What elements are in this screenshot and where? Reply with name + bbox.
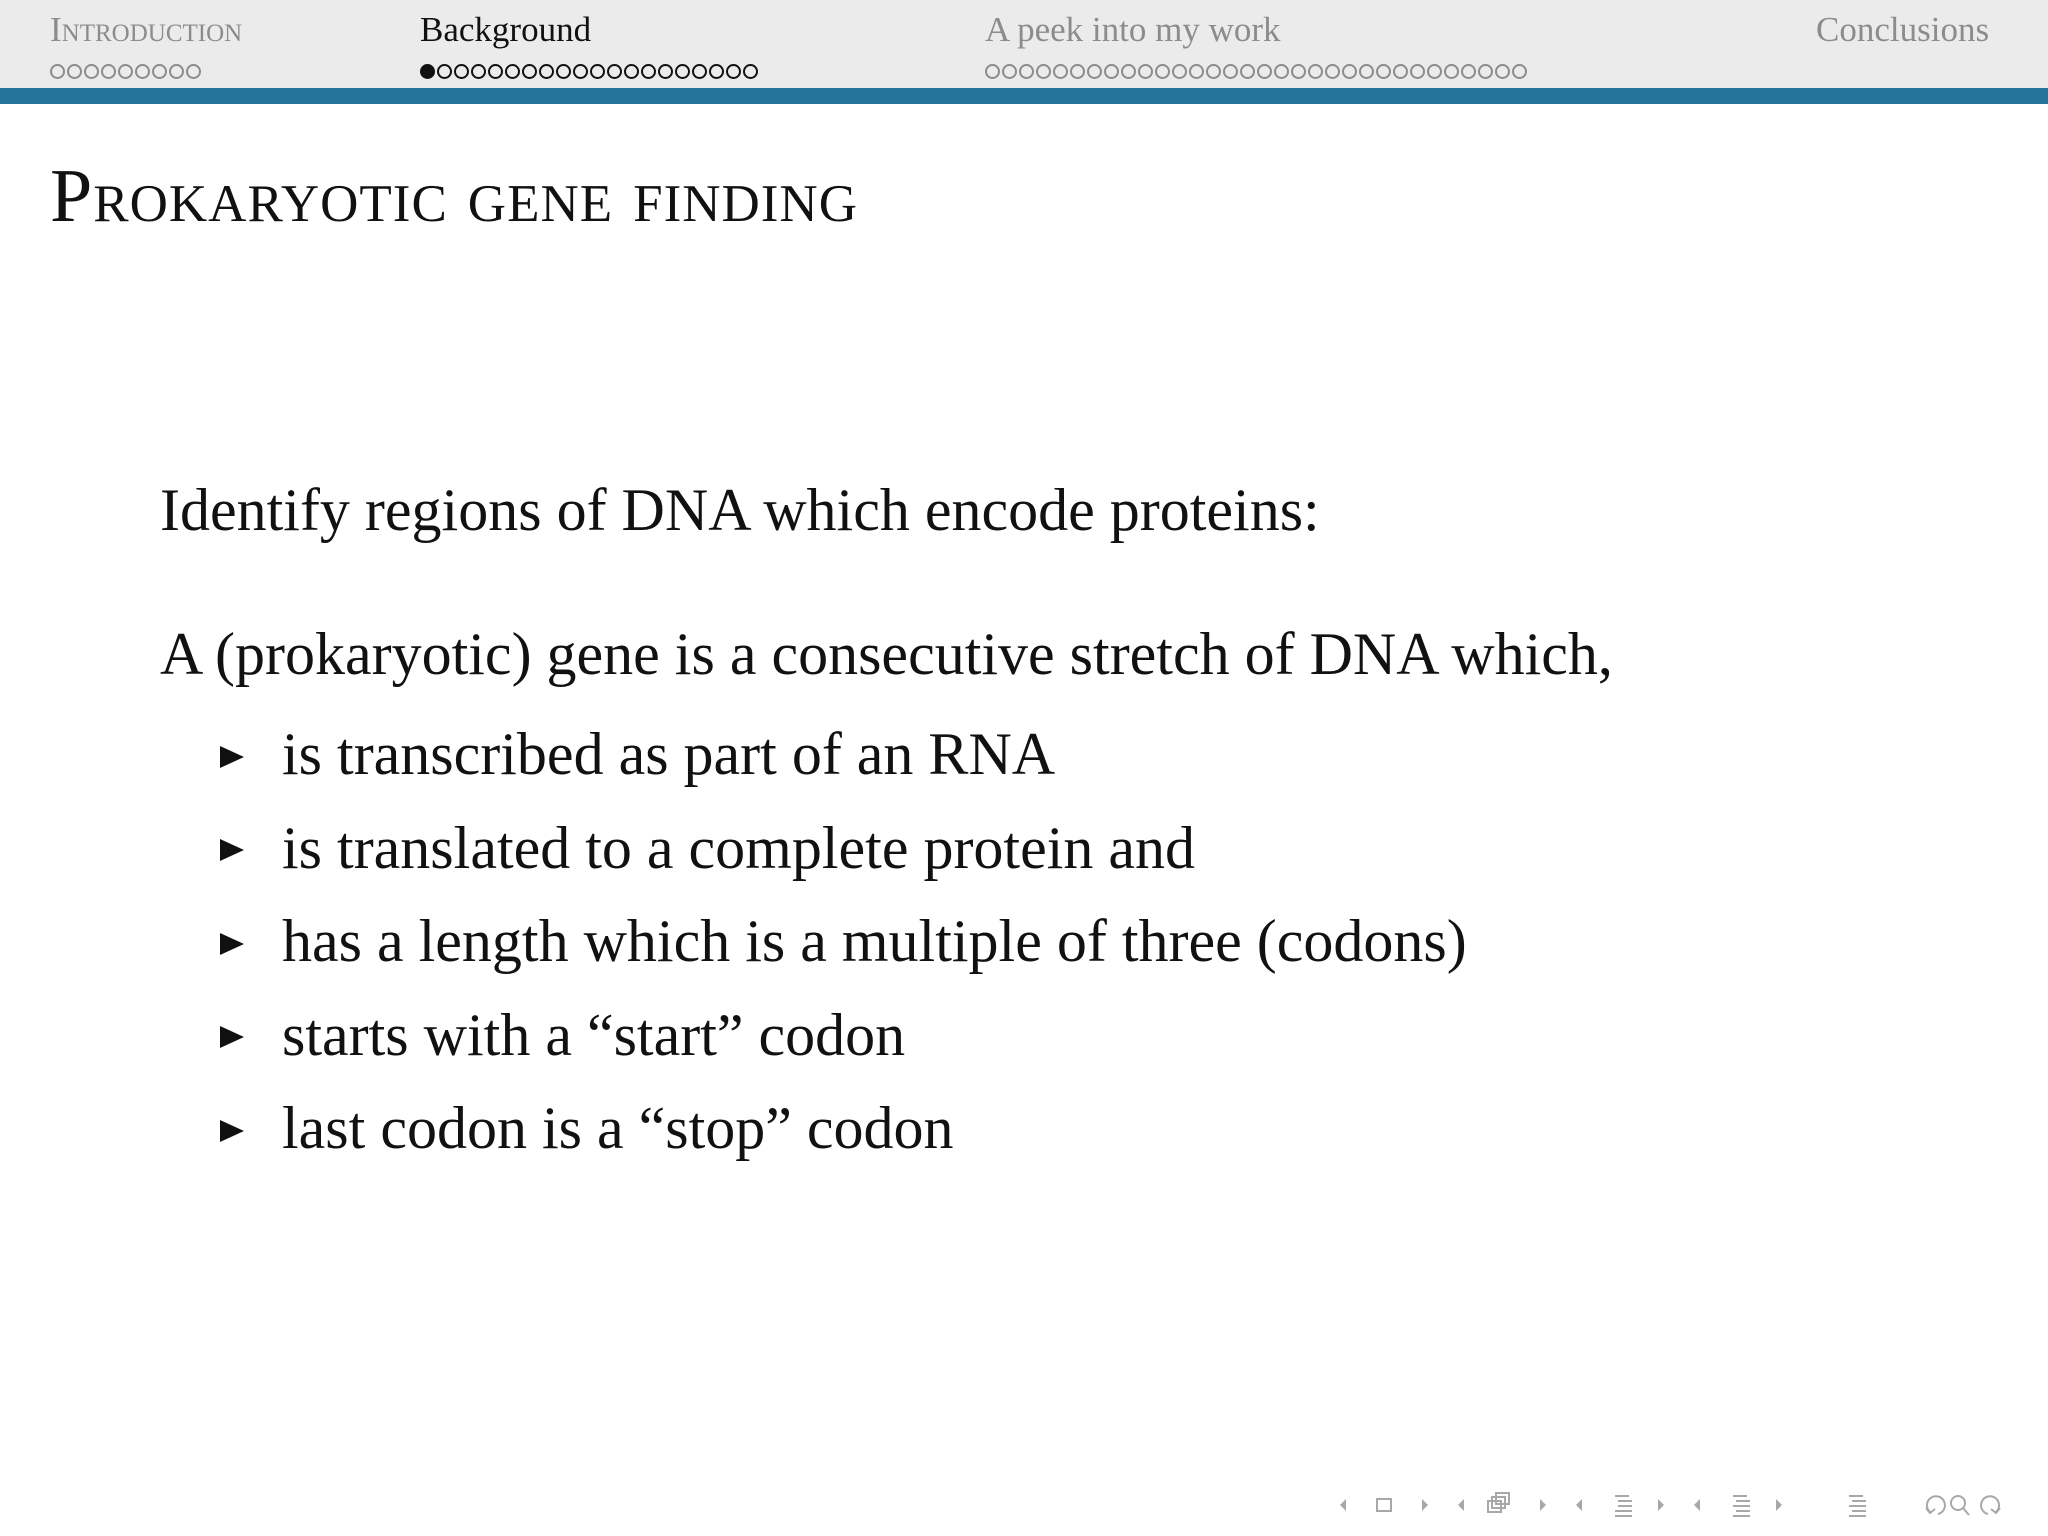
back-icon[interactable] (1926, 1496, 1945, 1514)
slide-dot[interactable] (709, 64, 724, 79)
triangle-bullet-icon (220, 1120, 244, 1142)
slide-dot[interactable] (556, 64, 571, 79)
slide-dot[interactable] (118, 64, 133, 79)
nav-section-peek-into-my-work[interactable] (985, 8, 1527, 82)
triangle-bullet-icon (220, 1026, 244, 1048)
slide-dot[interactable] (641, 64, 656, 79)
slide-dot[interactable] (743, 64, 758, 79)
slide-dot[interactable] (186, 64, 201, 79)
slide-dot[interactable] (1104, 64, 1119, 79)
slide-dot[interactable] (1410, 64, 1425, 79)
slide-dot[interactable] (152, 64, 167, 79)
bullet-item (220, 989, 1467, 1083)
nav-section-conclusions[interactable] (1816, 8, 1989, 52)
slide-dot[interactable] (50, 64, 65, 79)
triangle-bullet-icon (220, 933, 244, 955)
search-icon[interactable] (1951, 1496, 1969, 1515)
frame-title: Prokaryotic gene finding (50, 154, 858, 238)
presentation-nav-icon[interactable] (1694, 1496, 1782, 1516)
header-rule (0, 88, 2048, 104)
slide-dot[interactable] (658, 64, 673, 79)
slide-dot[interactable] (675, 64, 690, 79)
slide-dot[interactable] (1019, 64, 1034, 79)
forward-icon[interactable] (1981, 1496, 2000, 1514)
slide-dot[interactable] (1172, 64, 1187, 79)
slide-dot[interactable] (471, 64, 486, 79)
nav-section-title: Background (420, 10, 592, 49)
slide-dot[interactable] (692, 64, 707, 79)
slide-dot[interactable] (101, 64, 116, 79)
bullet-item (220, 802, 1467, 896)
bullet-text: is translated to a complete protein and (282, 814, 1196, 881)
slide-dot[interactable] (522, 64, 537, 79)
slide-dot[interactable] (1478, 64, 1493, 79)
definition-text: A (prokaryotic) gene is a consecutive stretch of DNA which, (160, 621, 1613, 687)
slide-dot[interactable] (1274, 64, 1289, 79)
slide-dot[interactable] (1342, 64, 1357, 79)
subsection-nav-icon[interactable] (1458, 1493, 1546, 1512)
slide-dot[interactable] (624, 64, 639, 79)
slide-dot[interactable] (1121, 64, 1136, 79)
nav-section-title: A peek into my work (985, 10, 1281, 49)
bullet-text: has a length which is a multiple of three (codons) (282, 908, 1467, 975)
frame-nav-icon[interactable] (1340, 1499, 1428, 1511)
outline-icon[interactable] (1849, 1496, 1866, 1516)
slide-dot[interactable] (1444, 64, 1459, 79)
slide-dot[interactable] (1291, 64, 1306, 79)
slide-dot[interactable] (1036, 64, 1051, 79)
bullet-item (220, 708, 1467, 802)
slide-dot[interactable] (1359, 64, 1374, 79)
bullet-text: last codon is a “stop” codon (282, 1095, 954, 1162)
section-nav-icon[interactable] (1576, 1496, 1664, 1516)
slide-dot[interactable] (67, 64, 82, 79)
slide-dot[interactable] (985, 64, 1000, 79)
slide-dots (420, 60, 758, 82)
bullet-list (220, 708, 1467, 1176)
slide-dot[interactable] (135, 64, 150, 79)
slide-dots (985, 60, 1527, 82)
slide-dot[interactable] (590, 64, 605, 79)
slide-dot[interactable] (539, 64, 554, 79)
slide-dot[interactable] (488, 64, 503, 79)
slide-dot[interactable] (1393, 64, 1408, 79)
slide-dot[interactable] (726, 64, 741, 79)
nav-section-title: Conclusions (1816, 10, 1990, 49)
triangle-bullet-icon (220, 839, 244, 861)
slide-dot[interactable] (1087, 64, 1102, 79)
slide-dot[interactable] (1223, 64, 1238, 79)
slide-dot[interactable] (1461, 64, 1476, 79)
nav-symbols-strip (1336, 1490, 2036, 1520)
slide-dot[interactable] (607, 64, 622, 79)
slide-dot[interactable] (573, 64, 588, 79)
slide-dots (50, 60, 242, 82)
slide-dot[interactable] (1325, 64, 1340, 79)
bullet-item (220, 1082, 1467, 1176)
slide-dot[interactable] (1070, 64, 1085, 79)
slide-dot[interactable] (1002, 64, 1017, 79)
slide-dot[interactable] (1308, 64, 1323, 79)
slide-dot[interactable] (1257, 64, 1272, 79)
slide-dot[interactable] (169, 64, 184, 79)
slide-dot[interactable] (505, 64, 520, 79)
slide-dot[interactable] (1495, 64, 1510, 79)
bullet-text: starts with a “start” codon (282, 1001, 906, 1068)
slide-dot[interactable] (1138, 64, 1153, 79)
slide-dot[interactable] (1240, 64, 1255, 79)
slide-dot[interactable] (1427, 64, 1442, 79)
slide-dot[interactable] (1053, 64, 1068, 79)
slide-dot[interactable] (420, 64, 435, 79)
slide-dot[interactable] (1206, 64, 1221, 79)
triangle-bullet-icon (220, 746, 244, 768)
slide-dot[interactable] (1155, 64, 1170, 79)
slide-dot[interactable] (84, 64, 99, 79)
intro-text: Identify regions of DNA which encode proteins: (160, 477, 1320, 543)
nav-section-title: Introduction (50, 10, 243, 49)
nav-section-introduction[interactable] (50, 8, 242, 82)
bullet-text: is transcribed as part of an RNA (282, 721, 1056, 788)
slide-dot[interactable] (1189, 64, 1204, 79)
slide-dot[interactable] (454, 64, 469, 79)
navigation-symbols (1336, 1490, 2036, 1520)
slide-dot[interactable] (1376, 64, 1391, 79)
slide-dot[interactable] (1512, 64, 1527, 79)
slide-dot[interactable] (437, 64, 452, 79)
nav-section-background[interactable] (420, 8, 758, 82)
section-navigation-bar (0, 0, 2048, 88)
bullet-item (220, 895, 1467, 989)
